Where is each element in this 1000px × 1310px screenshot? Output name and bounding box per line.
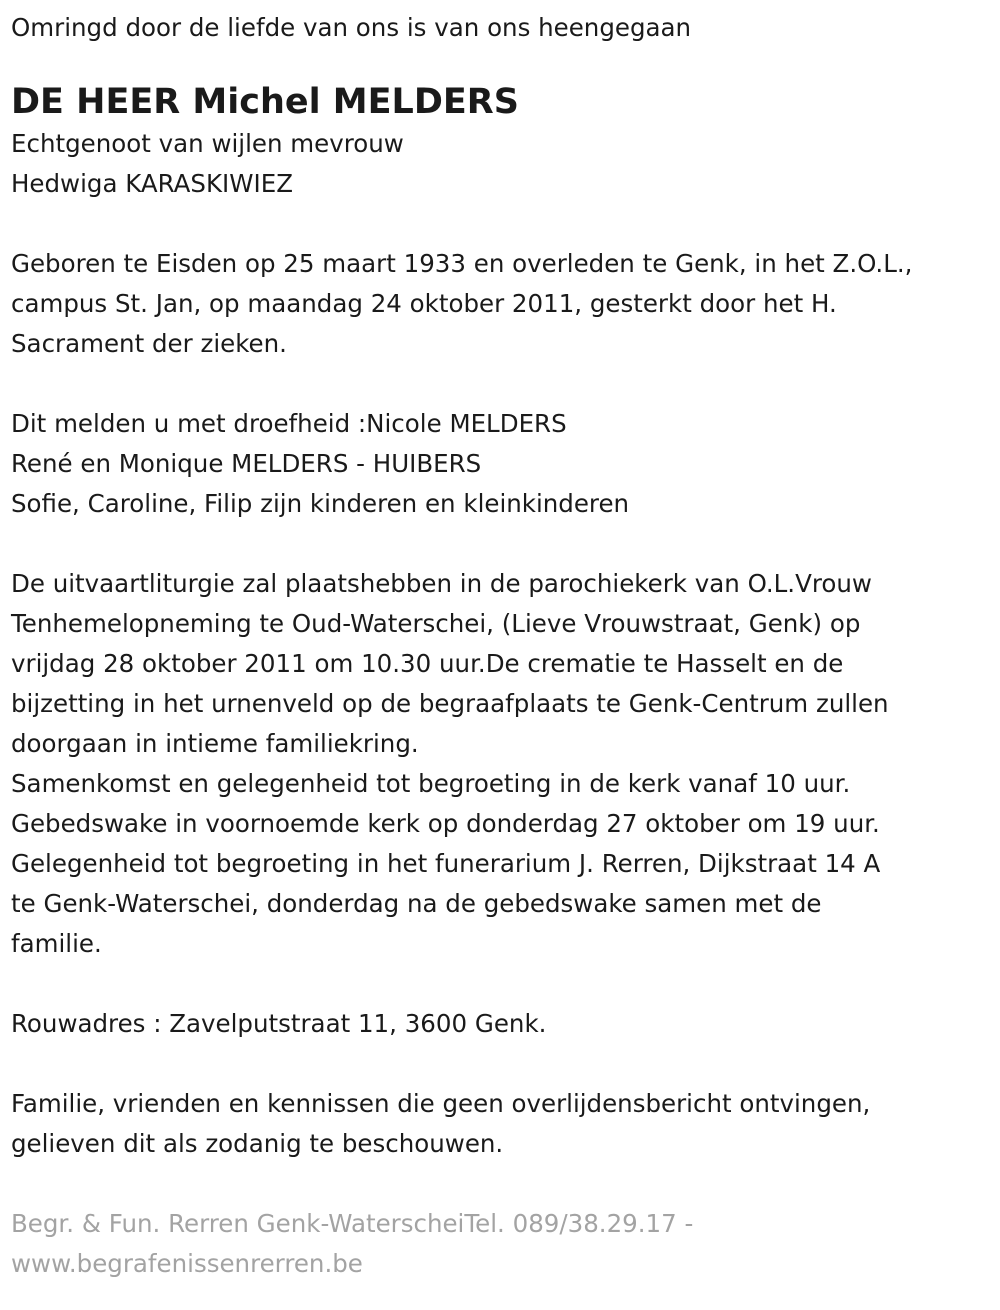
notice-block [11,1084,1000,1164]
funeral-line: De uitvaartliturgie zal plaatshebben in de parochiekerk van O.L.Vrouw [11,569,872,598]
deceased-name: DE HEER Michel MELDERS [11,82,519,122]
birth-death-block [11,244,1000,364]
funeral-block [11,564,1000,964]
funeral-line: bijzetting in het urnenveld op de begraafplaats te Genk-Centrum zullen [11,689,889,718]
footer-block [11,1204,1000,1284]
birth-death-line: Sacrament der zieken. [11,329,287,358]
birth-death-line: Geboren te Eisden op 25 maart 1933 en overleden te Genk, in het Z.O.L., [11,249,913,278]
spouse-line: Hedwiga KARASKIWIEZ [11,169,293,198]
funeral-line: Gelegenheid tot begroeting in het funerarium J. Rerren, Dijkstraat 14 A [11,849,881,878]
funeral-line: te Genk-Waterschei, donderdag na de gebedswake samen met de [11,889,822,918]
spacer [11,364,1000,404]
family-line: Sofie, Caroline, Filip zijn kinderen en kleinkinderen [11,489,630,518]
family-line: René en Monique MELDERS - HUIBERS [11,449,482,478]
family-line: Dit melden u met droefheid :Nicole MELDERS [11,409,567,438]
mourning-address: Rouwadres : Zavelputstraat 11, 3600 Genk. [11,1009,547,1038]
spacer [11,964,1000,1004]
notice-line: Familie, vrienden en kennissen die geen overlijdensbericht ontvingen, [11,1089,871,1118]
funeral-line: Samenkomst en gelegenheid tot begroeting in de kerk vanaf 10 uur. [11,769,851,798]
birth-death-line: campus St. Jan, op maandag 24 oktober 2011, gesterkt door het H. [11,289,837,318]
spacer [11,1164,1000,1204]
funeral-line: doorgaan in intieme familiekring. [11,729,419,758]
funeral-line: familie. [11,929,102,958]
funeral-line: vrijdag 28 oktober 2011 om 10.30 uur.De crematie te Hasselt en de [11,649,844,678]
spouse-line: Echtgenoot van wijlen mevrouw [11,129,404,158]
spacer [11,1044,1000,1084]
funeral-line: Tenhemelopneming te Oud-Waterschei, (Lieve Vrouwstraat, Genk) op [11,609,861,638]
family-block [11,404,1000,524]
footer-line: Begr. & Fun. Rerren Genk-WaterscheiTel. 089/38.29.17 - [11,1209,694,1238]
footer-website: www.begrafenissenrerren.be [11,1249,363,1278]
spacer [11,524,1000,564]
notice-line: gelieven dit als zodanig te beschouwen. [11,1129,504,1158]
spacer [11,204,1000,244]
spouse-block [11,124,1000,204]
funeral-line: Gebedswake in voornoemde kerk op donderdag 27 oktober om 19 uur. [11,809,880,838]
intro-line: Omringd door de liefde van ons is van ons heengegaan [11,13,692,42]
